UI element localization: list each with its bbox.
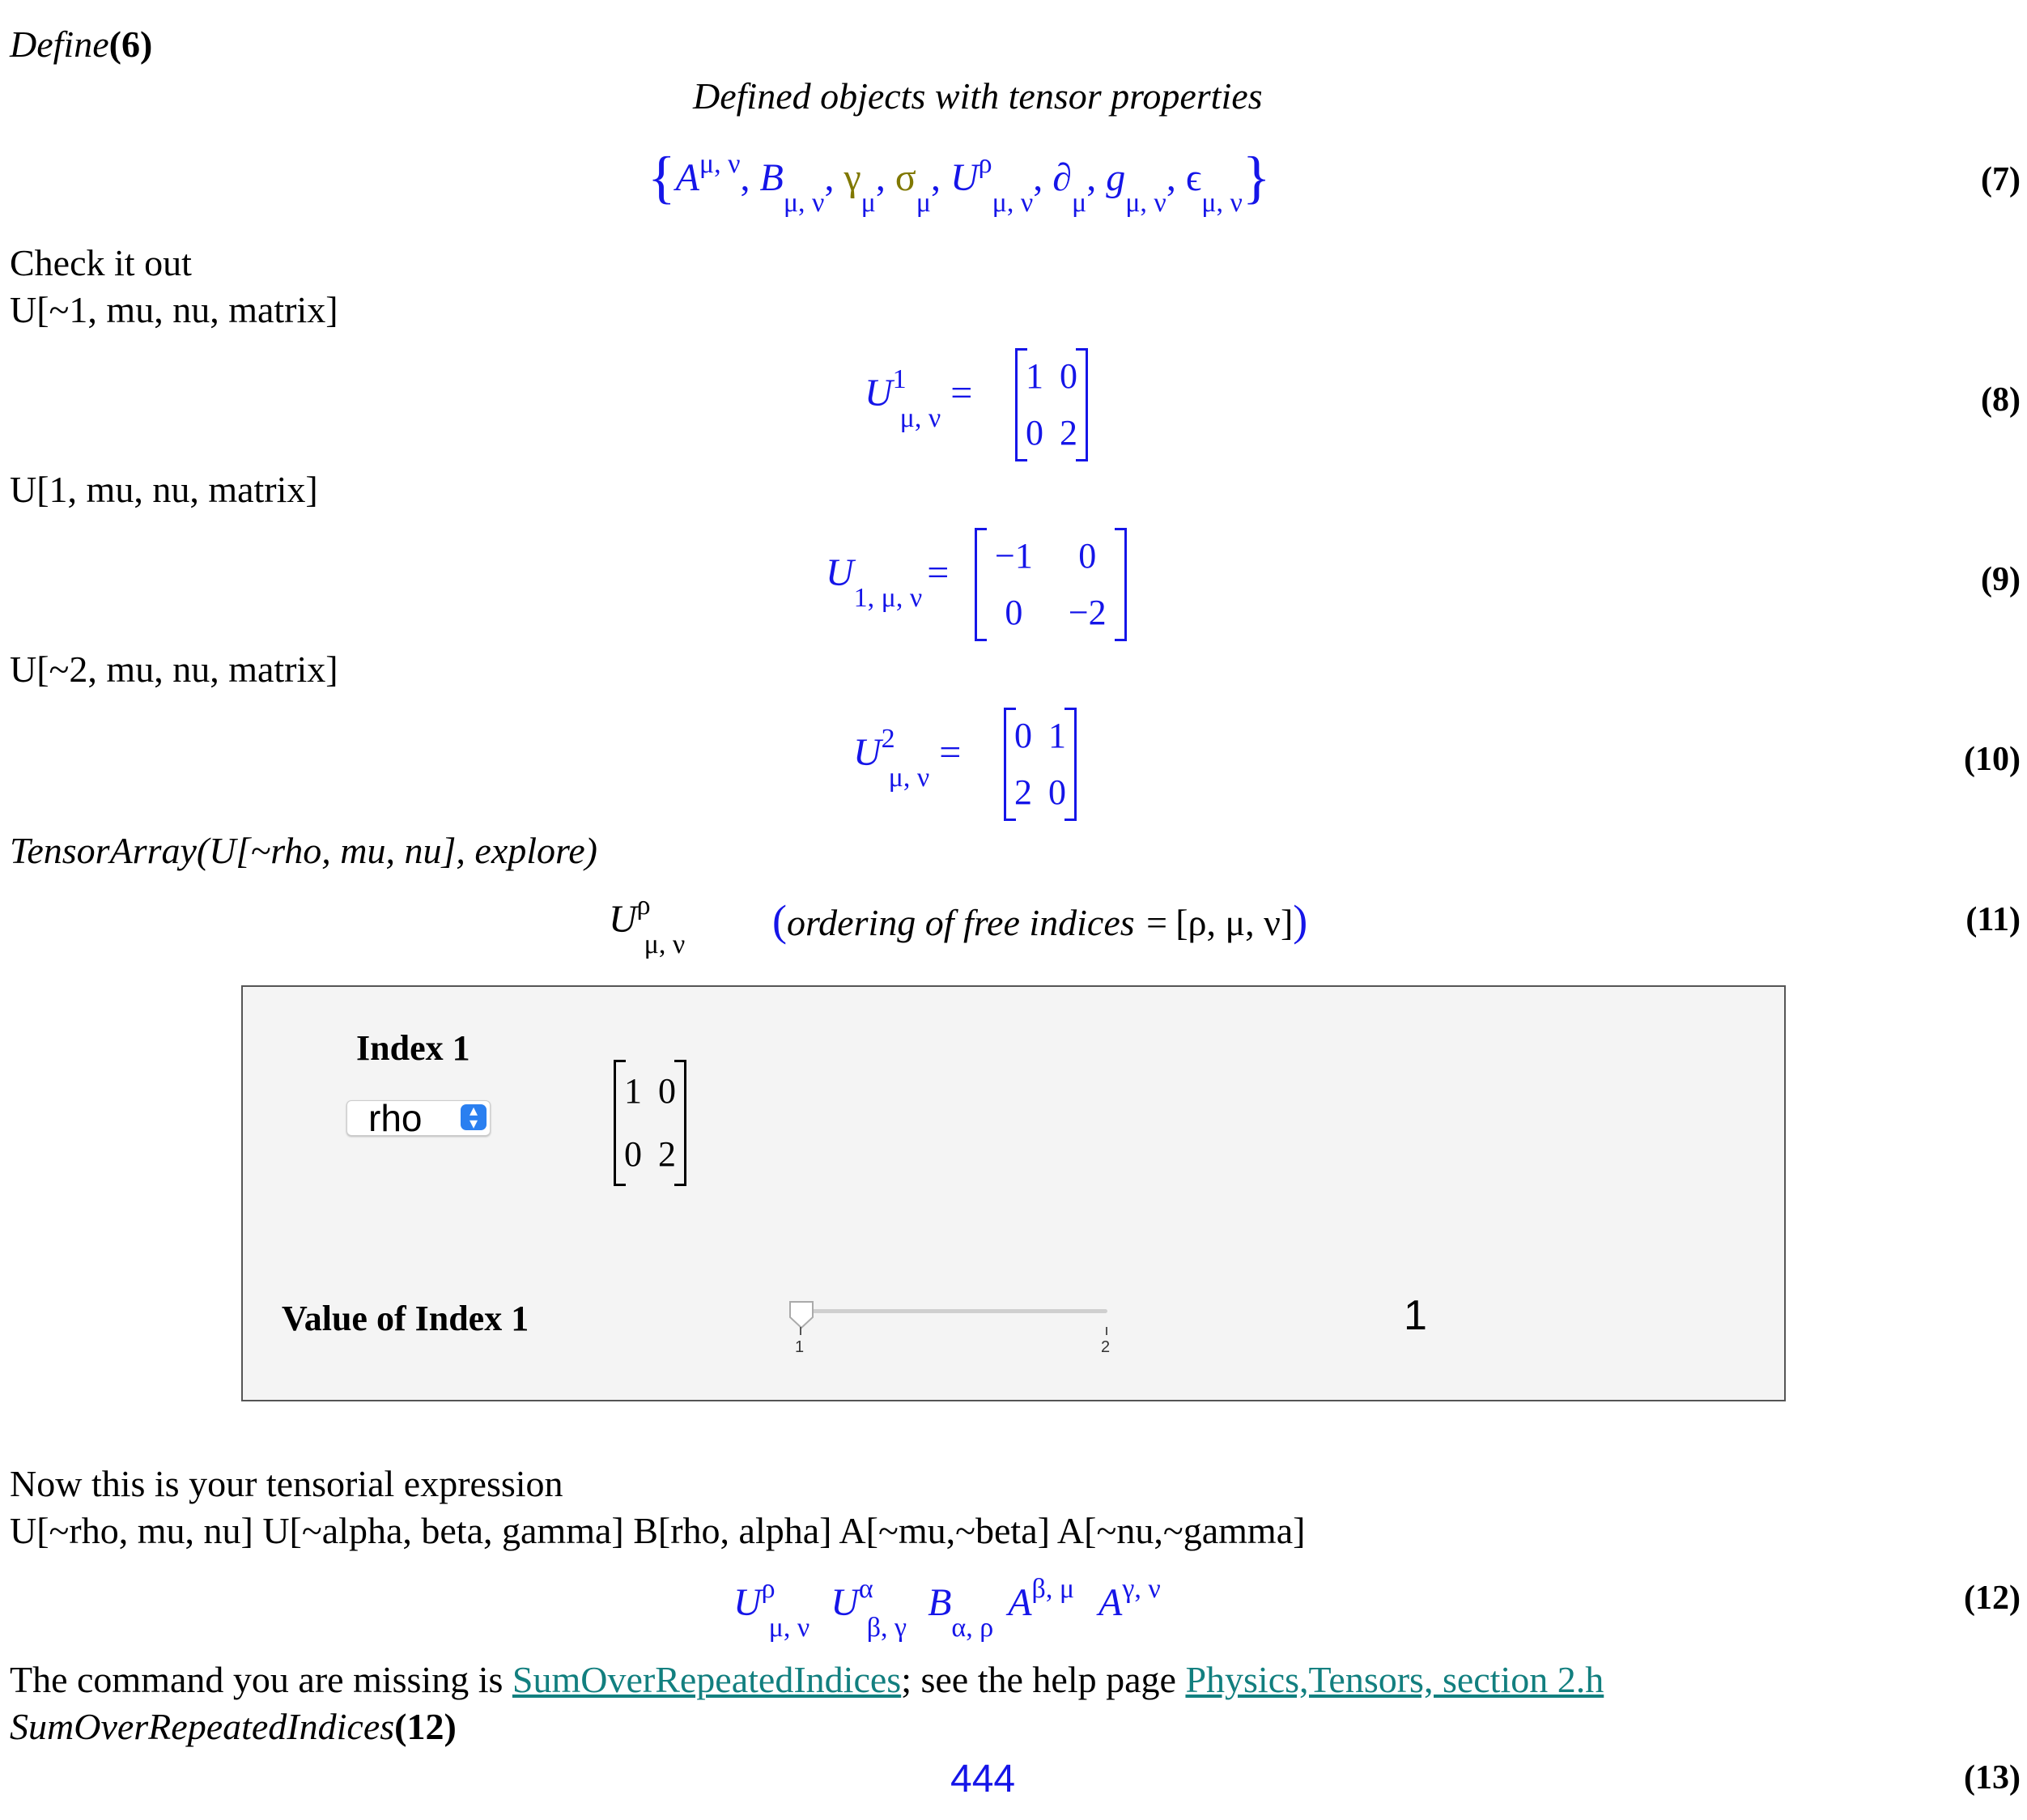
index-select[interactable] (346, 1097, 491, 1139)
define-heading: Defined objects with tensor properties (693, 75, 1263, 117)
equation-label-11: (11) (1965, 901, 2021, 938)
now-text: Now this is your tensorial expression (10, 1463, 563, 1504)
sum-command: SumOverRepeatedIndices (10, 1706, 395, 1747)
u-upper-2-matrix: 0 1 2 0 (1004, 708, 1077, 821)
explore-panel (241, 985, 1786, 1401)
u-upper-1-lhs: $U^1_{\mu, \nu}=$ (865, 364, 973, 433)
slider-tick-max (1106, 1327, 1107, 1335)
u-upper-2-lhs: $U^2_{\mu, \nu}=$ (853, 724, 962, 793)
help-page-link[interactable]: Physics,Tensors, section 2.h (1185, 1659, 1604, 1700)
select-arrows-icon: ▴ ▾ (461, 1104, 487, 1130)
ordering-list: [ρ, μ, ν] (1175, 902, 1294, 943)
u2-input[interactable]: U[~2, mu, nu, matrix] (10, 648, 338, 690)
equation-label-12: (12) (1964, 1580, 2021, 1617)
missing-command-text: The command you are missing is SumOverRepeatedIndices; see the help page Physics,Tensors, section 2.h (10, 1659, 1604, 1700)
define-argument: (6) (108, 23, 153, 65)
result-value: 444 (950, 1758, 1016, 1801)
slider-min-label: 1 (795, 1338, 805, 1356)
ordering-note: (ordering of free indices = [ρ, μ, ν]) (772, 896, 1308, 945)
sum-argument: (12) (394, 1706, 457, 1747)
slider-track[interactable] (801, 1309, 1107, 1313)
tensorial-expression: $U^\rho_{\mu, \nu}$ $U^\alpha_{\beta, \gamma}$ $B_{\alpha, \rho}$ $A^{\beta, \mu}$ $A^{\gamma, \nu}$ (733, 1574, 1161, 1643)
index-label: Index 1 (356, 1028, 470, 1068)
slider-value-display: 1 (1404, 1292, 1427, 1339)
define-input[interactable] (10, 23, 152, 66)
expression-input[interactable]: U[~rho, mu, nu] U[~alpha, beta, gamma] B[rho, alpha] A[~mu,~beta] A[~nu,~gamma] (10, 1510, 1306, 1551)
u-lower-1-matrix: −1 0 0 −2 (975, 528, 1127, 641)
ordering-text: ordering of free indices = (786, 902, 1170, 943)
defined-objects-set: {$A^{\mu, \nu}$, $B_{\mu, \nu}$, $\gamma_\mu$, $\sigma_\mu$, $U^\rho_{\mu, \nu}$, $\partial_\mu$, $g_{\mu, \nu}$, $\epsilon_{\mu, \nu}$} (648, 145, 1271, 218)
equation-label-8: (8) (1981, 381, 2021, 419)
slider-thumb[interactable] (788, 1299, 815, 1330)
u-rho-mu-nu: $U^\rho_{\mu, \nu}$ (609, 891, 686, 959)
equation-label-7: (7) (1981, 161, 2021, 198)
equation-label-10: (10) (1964, 741, 2021, 778)
u-lower-1-lhs: $U_{1, \mu, \nu}=$ (826, 551, 950, 613)
check-text: Check it out (10, 242, 192, 283)
equation-label-13: (13) (1964, 1759, 2021, 1797)
u-upper-1-matrix: 1 0 0 2 (1015, 348, 1088, 461)
explore-matrix: 1 0 0 2 (614, 1060, 686, 1186)
tensorarray-input[interactable]: TensorArray(U[~rho, mu, nu], explore) (10, 830, 597, 871)
equation-label-9: (9) (1981, 561, 2021, 598)
index-select-value: rho (368, 1097, 423, 1139)
slider-tick-min (800, 1327, 801, 1335)
u1-lower-input[interactable]: U[1, mu, nu, matrix] (10, 469, 318, 510)
u1-input[interactable]: U[~1, mu, nu, matrix] (10, 289, 338, 330)
sum-input[interactable] (10, 1705, 457, 1748)
value-label: Value of Index 1 (282, 1299, 529, 1338)
sumoverrepeatedindices-link[interactable]: SumOverRepeatedIndices (512, 1659, 902, 1700)
define-command: Define (10, 23, 109, 65)
slider-max-label: 2 (1101, 1338, 1111, 1356)
